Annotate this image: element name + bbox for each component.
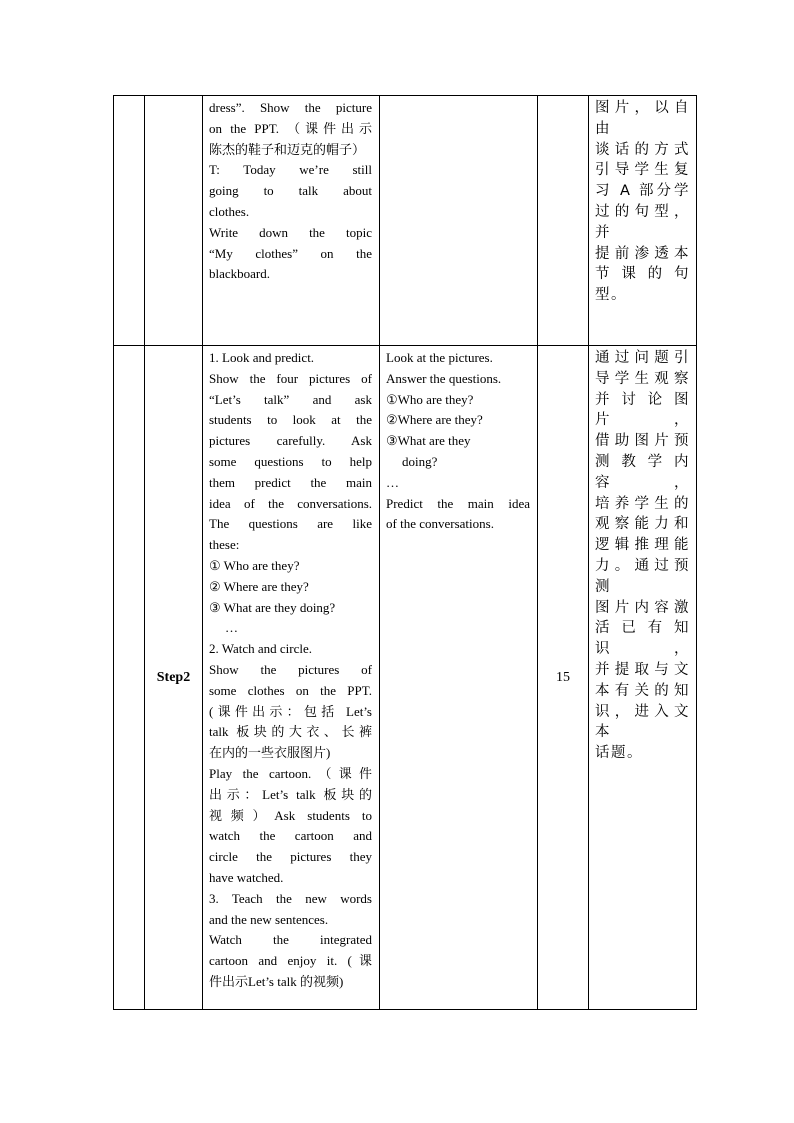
text-line: 提前渗透本 bbox=[595, 245, 690, 262]
text-line: Play the cartoon.（课件 bbox=[209, 765, 372, 781]
text-line: 通过问题引 bbox=[595, 350, 690, 366]
text-line: ① Who are they? bbox=[209, 557, 300, 573]
purpose-cell bbox=[589, 346, 697, 1010]
text-line: Write down the topic bbox=[209, 224, 372, 240]
text-line: 在内的一些衣服图片) bbox=[209, 745, 331, 761]
text-line: of the conversations. bbox=[386, 516, 494, 532]
text-line: Predict the main idea bbox=[386, 495, 530, 511]
text-line: talk 板块的大衣、长裤 bbox=[209, 724, 372, 740]
text-line: “Let’s talk” and ask bbox=[209, 391, 372, 407]
text-line: idea of the conversations. bbox=[209, 495, 372, 511]
text-line: 节课的句型。 bbox=[595, 266, 690, 304]
text-line: on the PPT. （课件出示 bbox=[209, 120, 372, 136]
text-line: these: bbox=[209, 537, 240, 553]
text-line: 逻辑推理能 bbox=[595, 537, 690, 554]
text-line: Show the pictures of bbox=[209, 661, 372, 677]
time-minutes: 15 bbox=[538, 346, 589, 1010]
text-line: ①Who are they? bbox=[386, 391, 474, 407]
text-line: 引导学生复 bbox=[595, 162, 690, 179]
text-line: (课件出示：包括 Let’s bbox=[209, 703, 372, 719]
text-line: 3. Teach the new words bbox=[209, 890, 372, 906]
text-line: doing? bbox=[402, 453, 438, 469]
text-line: and the new sentences. bbox=[209, 911, 329, 927]
text-line: 本有关的知 bbox=[595, 682, 690, 699]
text-line: Show the four pictures of bbox=[209, 370, 372, 386]
step-label: Step2 bbox=[145, 346, 203, 1010]
step-cell bbox=[145, 96, 203, 346]
stage-cell bbox=[114, 96, 145, 346]
text-line: 力。通过预测 bbox=[595, 557, 690, 595]
text-line: watch the cartoon and bbox=[209, 828, 372, 844]
text-line: ②Where are they? bbox=[386, 412, 483, 428]
text-line: Answer the questions. bbox=[386, 370, 502, 386]
text-line: 话题。 bbox=[595, 745, 643, 762]
text-line: clothes. bbox=[209, 203, 250, 219]
text-line: some questions to help bbox=[209, 453, 372, 469]
text-line: them predict the main bbox=[209, 474, 372, 490]
student-activity-cell bbox=[380, 346, 538, 1010]
teacher-activity-cell bbox=[203, 96, 380, 346]
table-row bbox=[114, 96, 697, 346]
text-line: have watched. bbox=[209, 869, 284, 885]
text-line: 陈杰的鞋子和迈克的帽子） bbox=[209, 141, 366, 157]
text-line: 借助图片预 bbox=[595, 433, 690, 450]
text-line: 出示：Let’s talk 板块的 bbox=[209, 786, 372, 802]
text-line: blackboard. bbox=[209, 266, 271, 282]
text-line: 测教学内容， bbox=[595, 453, 690, 491]
text-line: students to look at the bbox=[209, 412, 372, 428]
text-line: 培养学生的 bbox=[595, 495, 690, 512]
text-line: 图片，以自由 bbox=[595, 100, 690, 137]
text-line: 谈话的方式 bbox=[595, 141, 690, 158]
purpose-cell bbox=[589, 96, 697, 346]
text-line: 2. Watch and circle. bbox=[209, 641, 313, 657]
text-line: Watch the integrated bbox=[209, 932, 372, 948]
text-line: 活已有知识， bbox=[595, 620, 690, 658]
text-line: some clothes on the PPT. bbox=[209, 682, 372, 698]
text-line: 习 A 部分学 bbox=[595, 183, 690, 200]
text-line: 观察能力和 bbox=[595, 516, 690, 533]
text-line: Look at the pictures. bbox=[386, 350, 493, 365]
text-line: 导学生观察 bbox=[595, 370, 690, 387]
teacher-activity-cell bbox=[203, 346, 380, 1010]
text-line: “My clothes” on the bbox=[209, 245, 372, 261]
text-line: 图片内容激 bbox=[595, 599, 690, 616]
text-line: 件出示Let’s talk 的视频) bbox=[209, 973, 344, 989]
text-line: 并讨论图片， bbox=[595, 391, 690, 429]
text-line: … bbox=[225, 620, 238, 636]
student-activity-cell bbox=[380, 96, 538, 346]
lesson-plan-table bbox=[113, 95, 697, 1010]
text-line: circle the pictures they bbox=[209, 849, 372, 865]
text-line: cartoon and enjoy it. (课 bbox=[209, 953, 372, 969]
time-cell bbox=[538, 96, 589, 346]
text-line: ③What are they bbox=[386, 433, 471, 449]
text-line: dress”. Show the picture bbox=[209, 100, 372, 115]
text-line: … bbox=[386, 474, 399, 490]
text-line: T: Today we’re still bbox=[209, 162, 372, 178]
text-line: The questions are like bbox=[209, 516, 372, 532]
stage-cell bbox=[114, 346, 145, 1010]
text-line: 视频）Ask students to bbox=[209, 807, 372, 823]
text-line: 过的句型，并 bbox=[595, 203, 690, 241]
text-line: pictures carefully. Ask bbox=[209, 433, 372, 449]
text-line: ③ What are they doing? bbox=[209, 599, 336, 615]
text-line: going to talk about bbox=[209, 183, 372, 199]
text-line: 1. Look and predict. bbox=[209, 350, 315, 365]
text-line: 并提取与文 bbox=[595, 661, 690, 678]
text-line: 识，进入文本 bbox=[595, 703, 690, 741]
table-row bbox=[114, 346, 697, 1010]
text-line: ② Where are they? bbox=[209, 578, 309, 594]
